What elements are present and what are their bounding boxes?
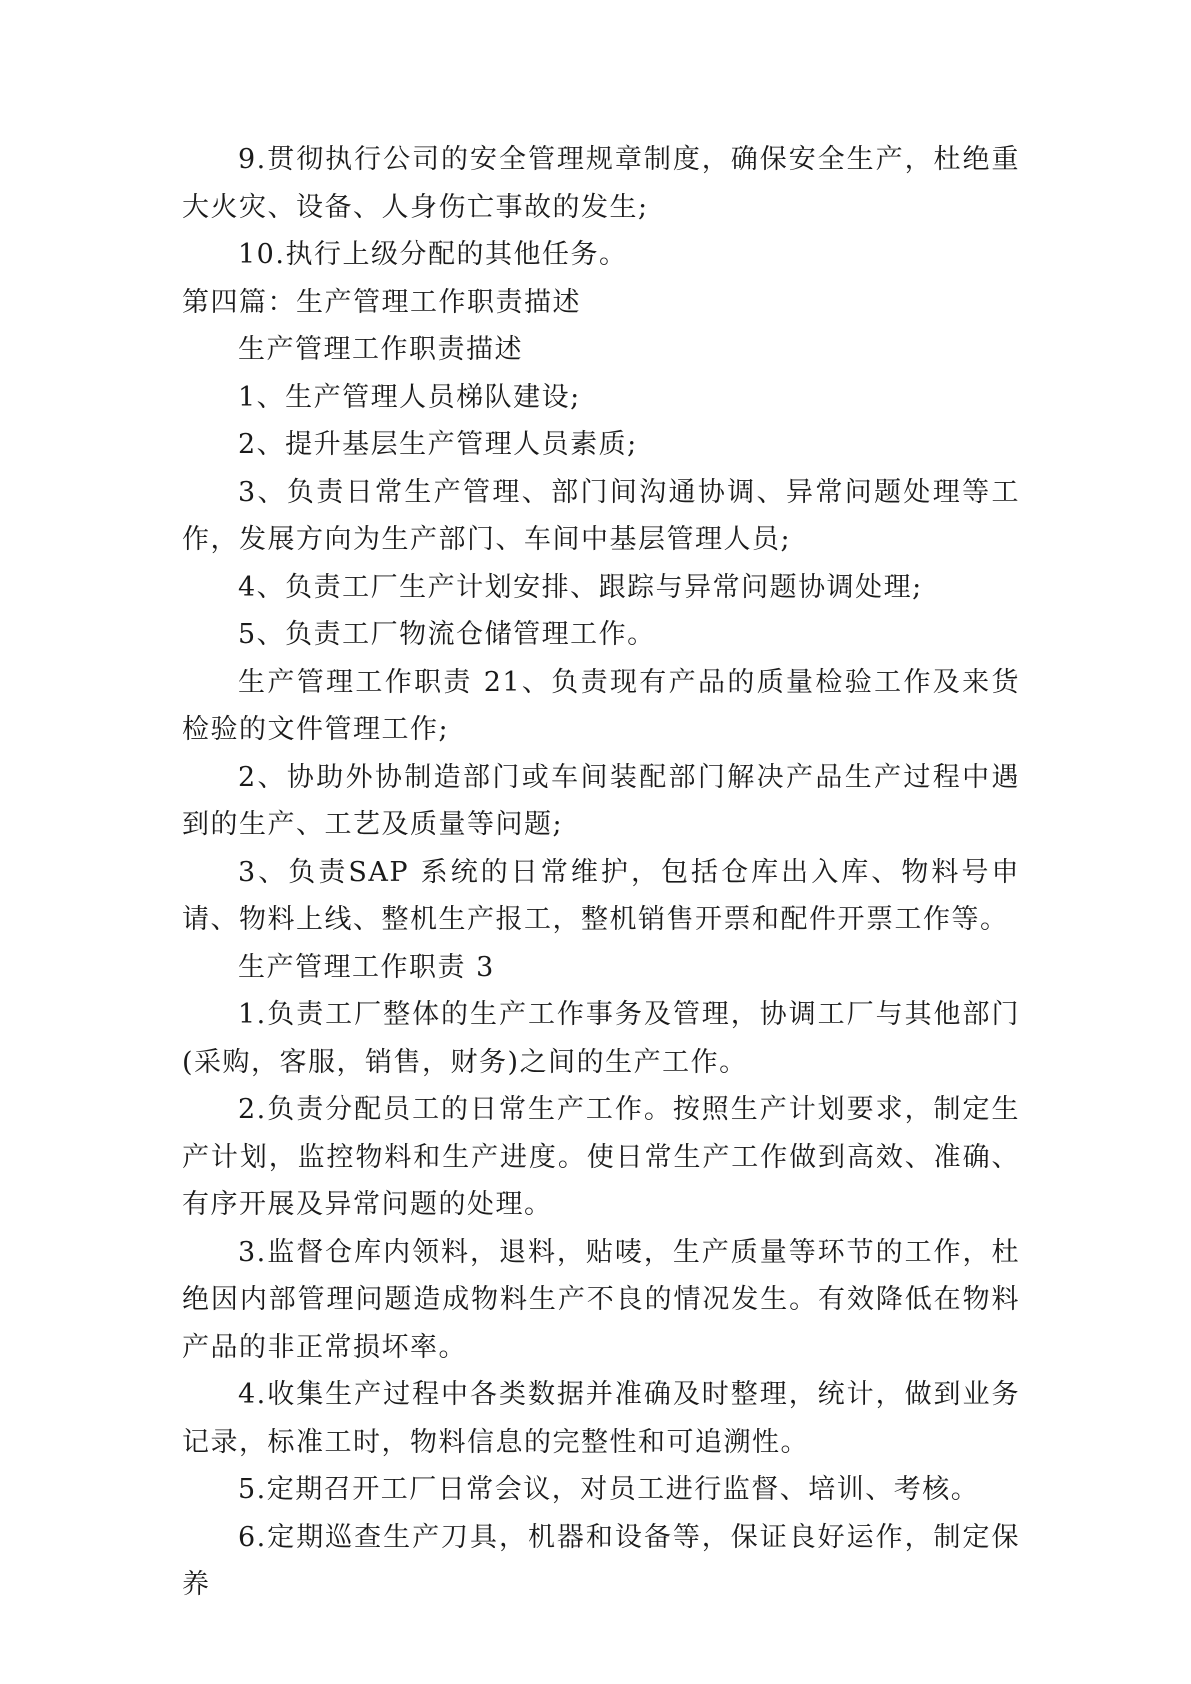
paragraph-other-tasks: 10.执行上级分配的其他任务。 (238, 239, 628, 270)
list-item: 2.负责分配员工的日常生产工作。按照生产计划要求，制定生产计划，监控物料和生产进度。使日常生产工作做到高效、准确、有序开展及异常问题的处理。 (182, 1094, 1020, 1220)
list-item: 3、负责日常生产管理、部门间沟通协调、异常问题处理等工作，发展方向为生产部门、车间中基层管理人员; (182, 476, 1020, 555)
list-item: 3、负责SAP 系统的日常维护，包括仓库出入库、物料号申请、物料上线、整机生产报工，整机销售开票和配件开票工作等。 (182, 856, 1020, 935)
section-heading: 第四篇：生产管理工作职责描述 (182, 286, 581, 318)
list-item: 3.监督仓库内领料，退料，贴唛，生产质量等环节的工作，杜绝因内部管理问题造成物料生产不良的情况发生。有效降低在物料产品的非正常损坏率。 (182, 1236, 1020, 1363)
list-item: 1、生产管理人员梯队建设; (238, 381, 581, 413)
list-item: 2、提升基层生产管理人员素质; (238, 429, 638, 460)
list-item: 生产管理工作职责 21、负责现有产品的质量检验工作及来货检验的文件管理工作; (182, 666, 1020, 745)
document-body (182, 136, 1020, 1609)
list-item: 4.收集生产过程中各类数据并准确及时整理，统计，做到业务记录，标准工时，物料信息的完整性和可追溯性。 (182, 1379, 1020, 1458)
paragraph-safety-rules: 9.贯彻执行公司的安全管理规章制度，确保安全生产，杜绝重大火灾、设备、人身伤亡事故的发生; (182, 144, 1020, 223)
list-item: 6.定期巡查生产刀具，机器和设备等，保证良好运作，制定保养 (182, 1521, 1020, 1600)
list-item: 1.负责工厂整体的生产工作事务及管理，协调工厂与其他部门(采购，客服，销售，财务)之间的生产工作。 (182, 999, 1020, 1078)
subsection-title: 生产管理工作职责描述 (238, 334, 523, 365)
list-item: 5.定期召开工厂日常会议，对员工进行监督、培训、考核。 (238, 1474, 980, 1505)
list-item: 4、负责工厂生产计划安排、跟踪与异常问题协调处理; (238, 571, 923, 603)
subsection-title: 生产管理工作职责 3 (238, 951, 495, 983)
list-item: 2、协助外协制造部门或车间装配部门解决产品生产过程中遇到的生产、工艺及质量等问题; (182, 761, 1020, 840)
list-item: 5、负责工厂物流仓储管理工作。 (238, 619, 656, 650)
